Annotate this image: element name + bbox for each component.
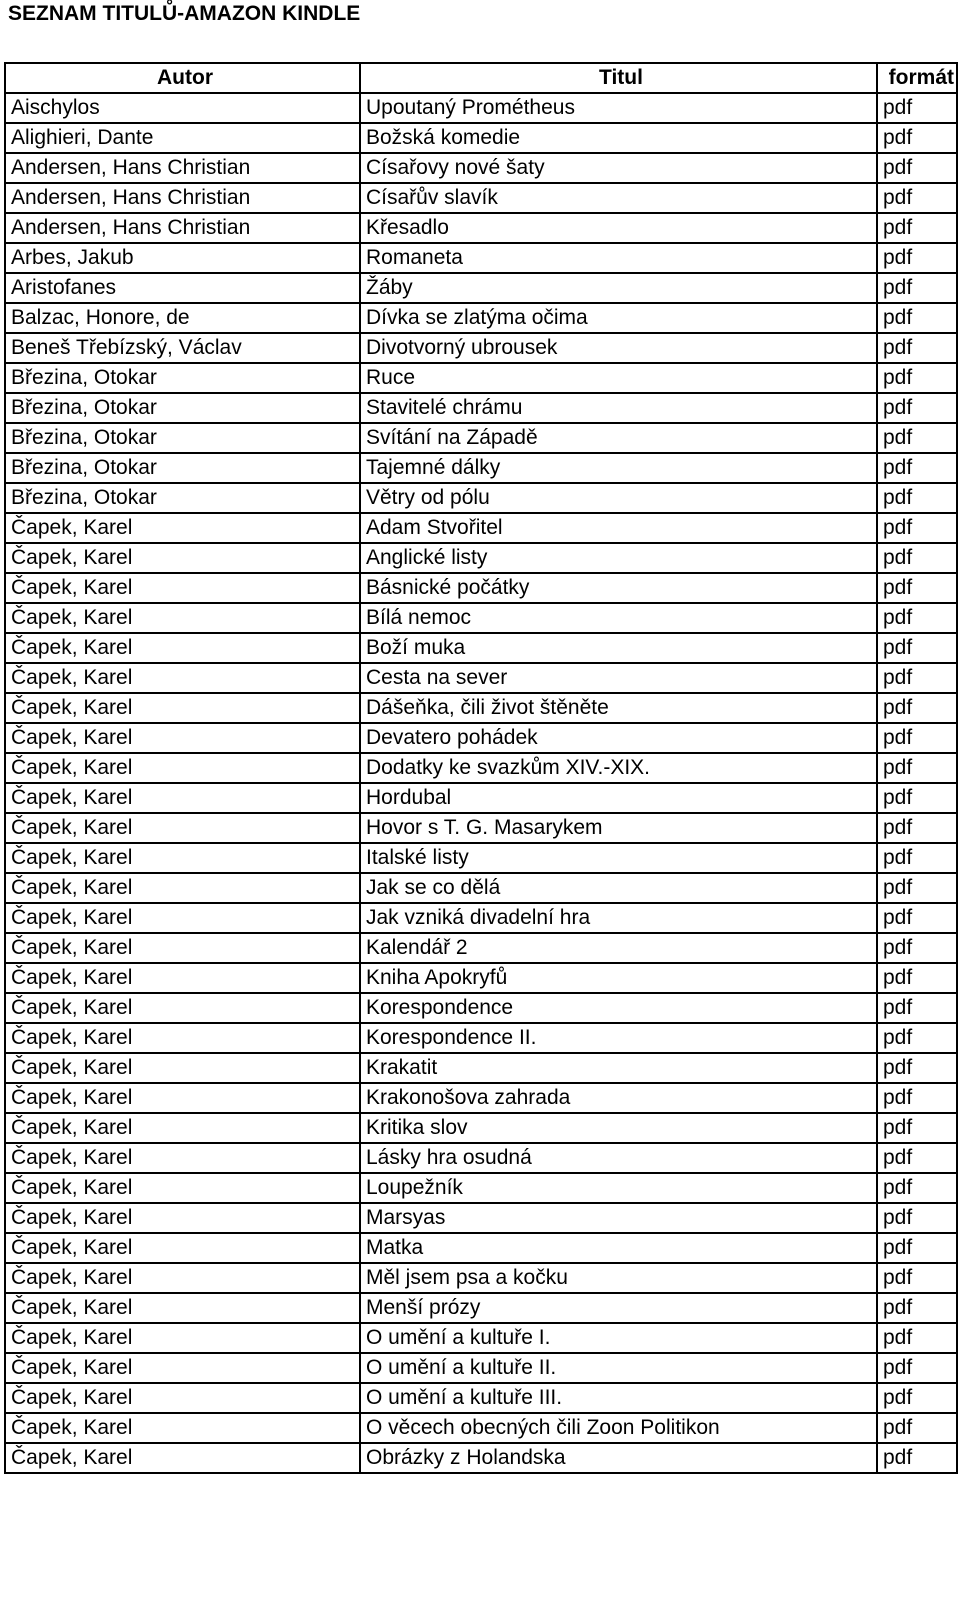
table-row <box>5 783 957 813</box>
format-cell: pdf <box>877 663 957 693</box>
format-cell: pdf <box>877 513 957 543</box>
table-row <box>5 513 957 543</box>
format-cell: pdf <box>877 1263 957 1293</box>
format-cell: pdf <box>877 933 957 963</box>
title-cell: Větry od pólu <box>360 483 877 513</box>
table-row <box>5 543 957 573</box>
table-row <box>5 963 957 993</box>
author-cell: Čapek, Karel <box>5 1323 360 1353</box>
table-row <box>5 333 957 363</box>
author-cell: Čapek, Karel <box>5 1023 360 1053</box>
author-cell: Čapek, Karel <box>5 1383 360 1413</box>
author-cell: Beneš Třebízský, Václav <box>5 333 360 363</box>
table-row <box>5 873 957 903</box>
table-body <box>5 93 957 1473</box>
title-cell: Dášeňka, čili život štěněte <box>360 693 877 723</box>
title-cell: O věcech obecných čili Zoon Politikon <box>360 1413 877 1443</box>
title-cell: Kalendář 2 <box>360 933 877 963</box>
format-cell: pdf <box>877 1293 957 1323</box>
format-cell: pdf <box>877 993 957 1023</box>
table-row <box>5 993 957 1023</box>
title-cell: Dívka se zlatýma očima <box>360 303 877 333</box>
table-row <box>5 1293 957 1323</box>
format-cell: pdf <box>877 1143 957 1173</box>
format-cell: pdf <box>877 393 957 423</box>
format-cell: pdf <box>877 813 957 843</box>
format-cell: pdf <box>877 633 957 663</box>
format-cell: pdf <box>877 93 957 123</box>
title-cell: Žáby <box>360 273 877 303</box>
author-cell: Čapek, Karel <box>5 1173 360 1203</box>
table-row <box>5 273 957 303</box>
titles-table <box>4 62 958 1474</box>
author-cell: Čapek, Karel <box>5 1203 360 1233</box>
author-cell: Čapek, Karel <box>5 963 360 993</box>
author-cell: Březina, Otokar <box>5 423 360 453</box>
table-row <box>5 183 957 213</box>
table-row <box>5 303 957 333</box>
author-cell: Arbes, Jakub <box>5 243 360 273</box>
format-cell: pdf <box>877 1203 957 1233</box>
author-cell: Čapek, Karel <box>5 993 360 1023</box>
table-row <box>5 453 957 483</box>
format-cell: pdf <box>877 573 957 603</box>
title-cell: Cesta na sever <box>360 663 877 693</box>
format-cell: pdf <box>877 843 957 873</box>
table-row <box>5 1203 957 1233</box>
table-row <box>5 363 957 393</box>
title-cell: O umění a kultuře I. <box>360 1323 877 1353</box>
table-row <box>5 1353 957 1383</box>
author-cell: Březina, Otokar <box>5 393 360 423</box>
format-cell: pdf <box>877 543 957 573</box>
author-cell: Čapek, Karel <box>5 693 360 723</box>
author-cell: Alighieri, Dante <box>5 123 360 153</box>
format-cell: pdf <box>877 363 957 393</box>
format-cell: pdf <box>877 903 957 933</box>
format-cell: pdf <box>877 783 957 813</box>
format-cell: pdf <box>877 1323 957 1353</box>
header-author: Autor <box>5 63 360 93</box>
table-row <box>5 1023 957 1053</box>
title-cell: Romaneta <box>360 243 877 273</box>
title-cell: Kniha Apokryfů <box>360 963 877 993</box>
author-cell: Březina, Otokar <box>5 453 360 483</box>
author-cell: Čapek, Karel <box>5 813 360 843</box>
author-cell: Balzac, Honore, de <box>5 303 360 333</box>
table-row <box>5 123 957 153</box>
table-row <box>5 243 957 273</box>
table-row <box>5 603 957 633</box>
title-cell: Krakonošova zahrada <box>360 1083 877 1113</box>
title-cell: O umění a kultuře III. <box>360 1383 877 1413</box>
table-row <box>5 573 957 603</box>
title-cell: Kritika slov <box>360 1113 877 1143</box>
header-row <box>5 63 957 93</box>
author-cell: Čapek, Karel <box>5 933 360 963</box>
table-row <box>5 753 957 783</box>
format-cell: pdf <box>877 753 957 783</box>
format-cell: pdf <box>877 303 957 333</box>
title-cell: Matka <box>360 1233 877 1263</box>
author-cell: Čapek, Karel <box>5 783 360 813</box>
table-row <box>5 1263 957 1293</box>
format-cell: pdf <box>877 1023 957 1053</box>
header-title: Titul <box>360 63 877 93</box>
author-cell: Čapek, Karel <box>5 1293 360 1323</box>
table-row <box>5 903 957 933</box>
table-row <box>5 483 957 513</box>
table-row <box>5 1233 957 1263</box>
table-row <box>5 933 957 963</box>
title-cell: Dodatky ke svazkům XIV.-XIX. <box>360 753 877 783</box>
author-cell: Čapek, Karel <box>5 753 360 783</box>
format-cell: pdf <box>877 273 957 303</box>
title-cell: Upoutaný Prométheus <box>360 93 877 123</box>
title-cell: Jak se co dělá <box>360 873 877 903</box>
title-cell: Menší prózy <box>360 1293 877 1323</box>
table-row <box>5 213 957 243</box>
title-cell: Adam Stvořitel <box>360 513 877 543</box>
title-cell: Boží muka <box>360 633 877 663</box>
author-cell: Čapek, Karel <box>5 843 360 873</box>
author-cell: Čapek, Karel <box>5 1263 360 1293</box>
author-cell: Březina, Otokar <box>5 483 360 513</box>
table-row <box>5 1383 957 1413</box>
title-cell: Císařův slavík <box>360 183 877 213</box>
title-cell: Svítání na Západě <box>360 423 877 453</box>
author-cell: Andersen, Hans Christian <box>5 153 360 183</box>
title-cell: Křesadlo <box>360 213 877 243</box>
table-row <box>5 1323 957 1353</box>
author-cell: Čapek, Karel <box>5 723 360 753</box>
title-cell: Marsyas <box>360 1203 877 1233</box>
format-cell: pdf <box>877 1383 957 1413</box>
header-format: formát <box>877 63 957 93</box>
title-cell: Devatero pohádek <box>360 723 877 753</box>
title-cell: Básnické počátky <box>360 573 877 603</box>
author-cell: Čapek, Karel <box>5 1413 360 1443</box>
title-cell: Tajemné dálky <box>360 453 877 483</box>
author-cell: Čapek, Karel <box>5 603 360 633</box>
title-cell: Obrázky z Holandska <box>360 1443 877 1473</box>
format-cell: pdf <box>877 123 957 153</box>
format-cell: pdf <box>877 153 957 183</box>
title-cell: Božská komedie <box>360 123 877 153</box>
title-cell: Loupežník <box>360 1173 877 1203</box>
format-cell: pdf <box>877 723 957 753</box>
author-cell: Čapek, Karel <box>5 633 360 663</box>
format-cell: pdf <box>877 333 957 363</box>
author-cell: Čapek, Karel <box>5 1083 360 1113</box>
format-cell: pdf <box>877 213 957 243</box>
title-cell: Lásky hra osudná <box>360 1143 877 1173</box>
format-cell: pdf <box>877 1083 957 1113</box>
format-cell: pdf <box>877 1353 957 1383</box>
title-cell: Divotvorný ubrousek <box>360 333 877 363</box>
format-cell: pdf <box>877 1173 957 1203</box>
table-row <box>5 1053 957 1083</box>
table-row <box>5 93 957 123</box>
author-cell: Čapek, Karel <box>5 1353 360 1383</box>
title-cell: Císařovy nové šaty <box>360 153 877 183</box>
title-cell: Ruce <box>360 363 877 393</box>
table-row <box>5 423 957 453</box>
format-cell: pdf <box>877 693 957 723</box>
author-cell: Čapek, Karel <box>5 663 360 693</box>
author-cell: Čapek, Karel <box>5 1113 360 1143</box>
table-row <box>5 633 957 663</box>
title-cell: Korespondence II. <box>360 1023 877 1053</box>
title-cell: Italské listy <box>360 843 877 873</box>
author-cell: Čapek, Karel <box>5 903 360 933</box>
format-cell: pdf <box>877 183 957 213</box>
author-cell: Čapek, Karel <box>5 873 360 903</box>
format-cell: pdf <box>877 423 957 453</box>
page-title: SEZNAM TITULŮ-AMAZON KINDLE <box>8 2 361 25</box>
table-row <box>5 843 957 873</box>
table-row <box>5 663 957 693</box>
format-cell: pdf <box>877 1233 957 1263</box>
author-cell: Čapek, Karel <box>5 543 360 573</box>
author-cell: Březina, Otokar <box>5 363 360 393</box>
table-row <box>5 153 957 183</box>
title-cell: Hovor s T. G. Masarykem <box>360 813 877 843</box>
table-row <box>5 393 957 423</box>
table-row <box>5 723 957 753</box>
author-cell: Čapek, Karel <box>5 1443 360 1473</box>
title-cell: Krakatit <box>360 1053 877 1083</box>
author-cell: Aristofanes <box>5 273 360 303</box>
format-cell: pdf <box>877 873 957 903</box>
title-cell: Jak vzniká divadelní hra <box>360 903 877 933</box>
format-cell: pdf <box>877 963 957 993</box>
table-row <box>5 1113 957 1143</box>
format-cell: pdf <box>877 483 957 513</box>
author-cell: Andersen, Hans Christian <box>5 183 360 213</box>
format-cell: pdf <box>877 243 957 273</box>
table-row <box>5 1173 957 1203</box>
format-cell: pdf <box>877 1113 957 1143</box>
format-cell: pdf <box>877 1443 957 1473</box>
author-cell: Čapek, Karel <box>5 1233 360 1263</box>
format-cell: pdf <box>877 1413 957 1443</box>
title-cell: O umění a kultuře II. <box>360 1353 877 1383</box>
table-row <box>5 1443 957 1473</box>
table-row <box>5 1083 957 1113</box>
title-cell: Anglické listy <box>360 543 877 573</box>
title-cell: Stavitelé chrámu <box>360 393 877 423</box>
title-cell: Bílá nemoc <box>360 603 877 633</box>
table-row <box>5 693 957 723</box>
title-cell: Korespondence <box>360 993 877 1023</box>
table-row <box>5 813 957 843</box>
table-row <box>5 1143 957 1173</box>
table-row <box>5 1413 957 1443</box>
format-cell: pdf <box>877 453 957 483</box>
format-cell: pdf <box>877 1053 957 1083</box>
author-cell: Čapek, Karel <box>5 1143 360 1173</box>
title-cell: Měl jsem psa a kočku <box>360 1263 877 1293</box>
author-cell: Čapek, Karel <box>5 573 360 603</box>
author-cell: Čapek, Karel <box>5 513 360 543</box>
title-cell: Hordubal <box>360 783 877 813</box>
author-cell: Aischylos <box>5 93 360 123</box>
author-cell: Čapek, Karel <box>5 1053 360 1083</box>
author-cell: Andersen, Hans Christian <box>5 213 360 243</box>
format-cell: pdf <box>877 603 957 633</box>
